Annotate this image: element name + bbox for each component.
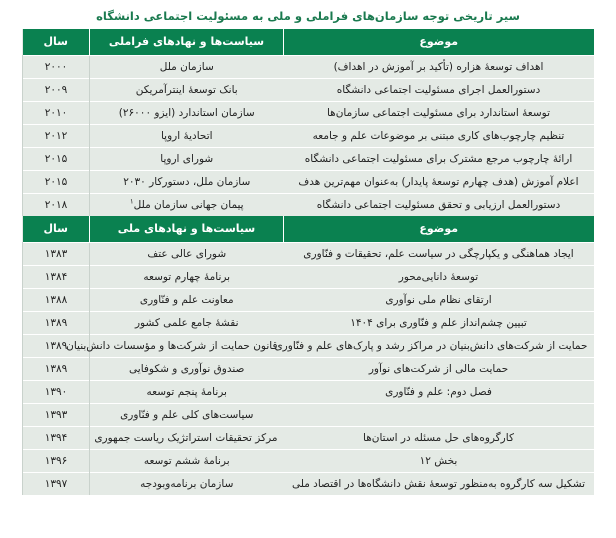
footnote-marker: ۱ <box>129 197 134 206</box>
table-caption: سیر تاریخی توجه سازمان‌های فراملی و ملی به مسئولیت اجتماعی دانشگاه <box>96 9 520 23</box>
cell-year: ۲۰۰۹ <box>23 78 90 101</box>
cell-subject: توسعهٔ دانایی‌محور <box>284 265 594 288</box>
cell-subject: ارتقای نظام ملی نوآوری <box>284 288 594 311</box>
cell-policy: مرکز تحقیقات استراتژیک ریاست جمهوری <box>90 426 284 449</box>
table-row <box>23 403 594 426</box>
cell-year: ۱۳۹۳ <box>23 403 90 426</box>
cell-subject: توسعهٔ استاندارد برای مسئولیت اجتماعی سازمان‌ها <box>284 101 594 124</box>
table-row <box>23 193 594 216</box>
header-subject-national: موضوع <box>284 216 594 242</box>
cell-policy: قانون حمایت از شرکت‌ها و مؤسسات دانش‌بنیان <box>90 334 284 357</box>
cell-policy: صندوق نوآوری و شکوفایی <box>90 357 284 380</box>
cell-year: ۱۳۸۳ <box>23 242 90 265</box>
cell-policy: برنامهٔ چهارم توسعه <box>90 265 284 288</box>
history-table <box>22 29 594 495</box>
cell-year: ۲۰۱۵ <box>23 147 90 170</box>
table-row <box>23 242 594 265</box>
cell-subject: فصل دوم: علم و فنّاوری <box>284 380 594 403</box>
cell-policy: اتحادیهٔ اروپا <box>90 124 284 147</box>
cell-subject: حمایت از شرکت‌های دانش‌بنیان در مراکز رشد و پارک‌های علم و فنّاوری <box>284 334 594 357</box>
table-row <box>23 311 594 334</box>
cell-policy: سازمان ملل، دستورکار ۲۰۳۰ <box>90 170 284 193</box>
table-header-national <box>23 216 594 242</box>
cell-policy: معاونت علم و فنّاوری <box>90 288 284 311</box>
cell-year: ۲۰۱۰ <box>23 101 90 124</box>
cell-year: ۱۳۸۹ <box>23 311 90 334</box>
cell-policy: نقشهٔ جامع علمی کشور <box>90 311 284 334</box>
cell-policy: سازمان استاندارد (ایزو ۲۶۰۰۰) <box>90 101 284 124</box>
header-policy-international: سیاست‌ها و نهادهای فراملی <box>90 29 284 55</box>
table-row <box>23 147 594 170</box>
cell-year: ۲۰۰۰ <box>23 55 90 78</box>
cell-year: ۱۳۹۷ <box>23 472 90 495</box>
cell-year: ۱۳۸۹ <box>23 357 90 380</box>
cell-policy: سازمان ملل <box>90 55 284 78</box>
cell-year: ۱۳۹۰ <box>23 380 90 403</box>
table-container <box>23 29 594 495</box>
cell-subject: دستورالعمل اجرای مسئولیت اجتماعی دانشگاه <box>284 78 594 101</box>
table-row <box>23 101 594 124</box>
table-header-international <box>23 29 594 55</box>
cell-year: ۱۳۸۹ <box>23 334 90 357</box>
header-year-international: سال <box>23 29 90 55</box>
cell-subject: تبیین چشم‌انداز علم و فنّاوری برای ۱۴۰۴ <box>284 311 594 334</box>
cell-year: ۱۳۸۴ <box>23 265 90 288</box>
table-row <box>23 449 594 472</box>
table-body <box>23 29 594 495</box>
table-row <box>23 426 594 449</box>
cell-policy: برنامهٔ پنجم توسعه <box>90 380 284 403</box>
cell-year: ۲۰۱۲ <box>23 124 90 147</box>
cell-subject: تنظیم چارچوب‌های کاری مبتنی بر موضوعات علم و جامعه <box>284 124 594 147</box>
cell-policy: بانک توسعهٔ اینترآمریکن <box>90 78 284 101</box>
header-year-national: سال <box>23 216 90 242</box>
table-row <box>23 124 594 147</box>
table-row <box>23 288 594 311</box>
cell-subject: ایجاد هماهنگی و یکپارچگی در سیاست علم، تحقیقات و فنّاوری <box>284 242 594 265</box>
header-policy-national: سیاست‌ها و نهادهای ملی <box>90 216 284 242</box>
header-subject-international: موضوع <box>284 29 594 55</box>
table-row <box>23 357 594 380</box>
cell-year: ۲۰۱۸ <box>23 193 90 216</box>
cell-year: ۱۳۹۴ <box>23 426 90 449</box>
cell-subject <box>284 403 594 426</box>
cell-subject: دستورالعمل ارزیابی و تحقق مسئولیت اجتماعی دانشگاه <box>284 193 594 216</box>
cell-year: ۲۰۱۵ <box>23 170 90 193</box>
cell-year: ۱۳۸۸ <box>23 288 90 311</box>
table-row <box>23 472 594 495</box>
cell-subject: حمایت مالی از شرکت‌های نوآور <box>284 357 594 380</box>
cell-policy <box>90 193 284 216</box>
table-row <box>23 334 594 357</box>
cell-subject: تشکیل سه کارگروه به‌منظور توسعهٔ نقش دانشگاه‌ها در اقتصاد ملی <box>284 472 594 495</box>
cell-policy: سازمان برنامه‌وبودجه <box>90 472 284 495</box>
table-row <box>23 55 594 78</box>
table-row <box>23 380 594 403</box>
table-row <box>23 170 594 193</box>
table-row <box>23 78 594 101</box>
cell-subject: اهداف توسعهٔ هزاره (تأکید بر آموزش در اهداف) <box>284 55 594 78</box>
cell-policy-text: پیمان جهانی سازمان ملل <box>133 198 244 211</box>
cell-policy: سیاست‌های کلی علم و فنّاوری <box>90 403 284 426</box>
cell-subject: کارگروه‌های حل مسئله در استان‌ها <box>284 426 594 449</box>
cell-year: ۱۳۹۶ <box>23 449 90 472</box>
cell-subject: اعلام آموزش (هدف چهارم توسعهٔ پایدار) به‌عنوان مهم‌ترین هدف <box>284 170 594 193</box>
cell-policy: برنامهٔ ششم توسعه <box>90 449 284 472</box>
table-row <box>23 265 594 288</box>
cell-policy: شورای عالی عتف <box>90 242 284 265</box>
cell-policy: شورای اروپا <box>90 147 284 170</box>
cell-subject: بخش ۱۲ <box>284 449 594 472</box>
cell-subject: ارائهٔ چارچوب مرجع مشترک برای مسئولیت اجتماعی دانشگاه <box>284 147 594 170</box>
